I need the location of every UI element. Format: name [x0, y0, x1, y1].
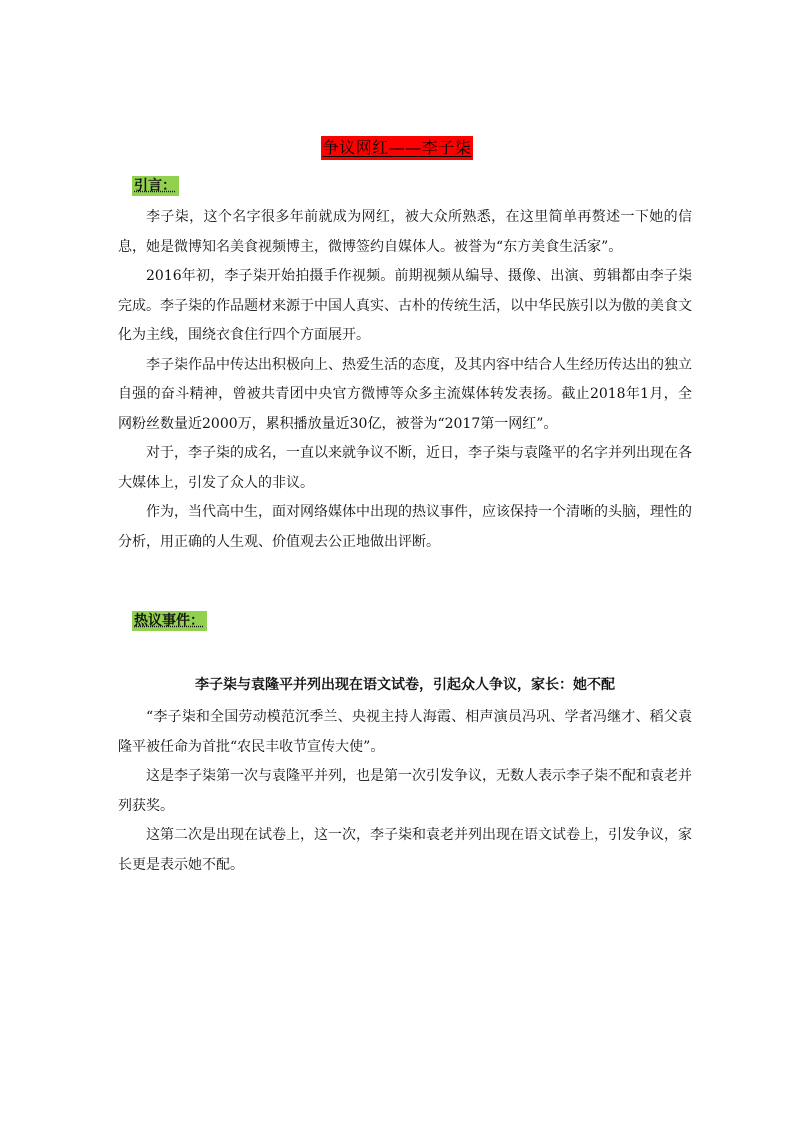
event-headline: 李子柒与袁隆平并列出现在语文试卷，引起众人争议，家长：她不配	[195, 677, 615, 693]
intro-paragraph-4: 对于，李子柒的成名，一直以来就争议不断，近日，李子柒与袁隆平的名字并列出现在各大媒体上，引发了众人的非议。	[118, 445, 692, 491]
intro-paragraph-2: 2016年初，李子柒开始拍摄手作视频。前期视频从编导、摄像、出演、剪辑都由李子柒完成。李子柒的作品题材来源于中国人真实、古朴的传统生活，以中华民族引以为傲的美食文化为主线，围绕衣食住行四个方面展开。	[118, 268, 692, 343]
title-container	[0, 136, 794, 160]
event-section	[118, 703, 692, 880]
intro-label: 引言：	[132, 176, 179, 196]
document-title: 争议网红——李子柒	[321, 136, 474, 160]
event-paragraph-2: 这是李子柒第一次与袁隆平并列，也是第一次引发争议，无数人表示李子柒不配和袁老并列获奖。	[118, 768, 692, 814]
event-paragraph-3: 这第二次是出现在试卷上，这一次，李子柒和袁老并列出现在语文试卷上，引发争议，家长更是表示她不配。	[118, 827, 692, 873]
intro-section	[118, 203, 692, 557]
intro-paragraph-5: 作为，当代高中生，面对网络媒体中出现的热议事件，应该保持一个清晰的头脑，理性的分析，用正确的人生观、价值观去公正地做出评断。	[118, 504, 692, 550]
event-label: 热议事件：	[132, 611, 207, 631]
intro-paragraph-1: 李子柒，这个名字很多年前就成为网红，被大众所熟悉，在这里简单再赘述一下她的信息，她是微博知名美食视频博主，微博签约自媒体人。被誉为“东方美食生活家”。	[118, 209, 692, 255]
intro-paragraph-3: 李子柒作品中传达出积极向上、热爱生活的态度，及其内容中结合人生经历传达出的独立自强的奋斗精神，曾被共青团中央官方微博等众多主流媒体转发表扬。截止2018年1月，全网粉丝数量近2000万，累积播放量近30亿，被誉为“2017第一网红”。	[118, 356, 692, 432]
event-paragraph-1: “李子柒和全国劳动模范沉季兰、央视主持人海霞、相声演员冯巩、学者冯继才、稻父袁隆平被任命为首批“农民丰收节宣传大使”。	[118, 709, 692, 755]
